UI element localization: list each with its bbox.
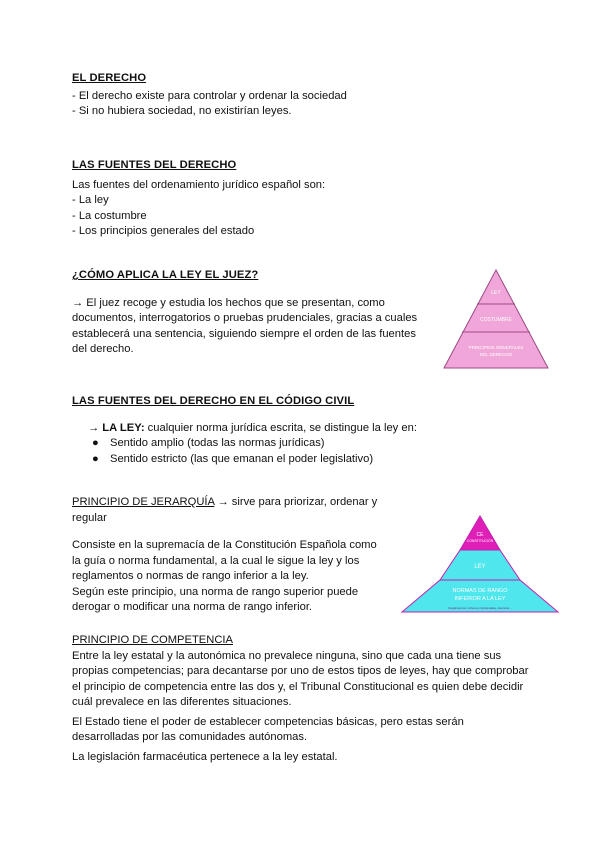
text-line: cuál prevalece en las diferentes situaciones. [72,696,292,708]
text-line: - Si no hubiera sociedad, no existirían leyes. [72,105,292,117]
text-line: Según este principio, una norma de rango superior puede [72,585,359,598]
pyramid-level-derecho: DEL DERECHO [479,352,513,357]
heading-jerarquia [72,495,382,511]
sources-pyramid-diagram [440,268,552,372]
pyramid-level-normas: NORMAS DE RANGO [452,588,508,594]
pyramid-level-ley: LEY [474,564,486,570]
text-line: El Estado tiene el poder de establecer competencias básicas, pero estas serán [72,715,464,728]
la-ley-text: cualquier norma jurídica escrita, se distingue la ley en: [144,421,417,434]
text-line: la guía o norma fundamental, a la cual le sigue la ley y los [72,554,360,567]
jerarquia-title: PRINCIPIO DE JERARQUÍA [72,496,215,508]
pyramid-level-constitucion: CONSTITUCIÓN [466,539,494,543]
heading-codigo-civil: LAS FUENTES DEL DERECHO EN EL CÓDIGO CIVIL [72,395,355,407]
heading-el-derecho: EL DERECHO [72,72,147,84]
pyramid-level-ley: LEY [491,290,501,296]
la-ley-label: → LA LEY: [88,421,145,434]
section-el-derecho [72,71,542,120]
bullet-text: Sentido estricto (las que emanan el poder legislativo) [110,452,374,465]
section-competencia [72,633,532,765]
pyramid-level-principios: PRINCIPIOS GENERALES [468,345,524,350]
text-line: reglamentos o normas de rango inferior a la ley. [72,570,309,582]
heading-fuentes-del-derecho: LAS FUENTES DEL DERECHO [72,159,237,171]
text-line: el principio de competencia entre las dos y, el Tribunal Constitucional es quien debe decidir [72,680,524,693]
text-line: - El derecho existe para controlar y ordenar la sociedad [72,89,347,102]
section-juez [72,268,418,358]
la-ley-definition [72,421,542,437]
section-jerarquia [72,495,382,616]
pyramid-level-inferior: INFERIOR A LA LEY [454,596,506,602]
intro-text: Las fuentes del ordenamiento jurídico español son: [72,178,326,191]
hierarchy-pyramid-diagram [390,514,570,616]
text-line: Consiste en la supremacía de la Constitución Española como [72,539,377,551]
bullet-text: Sentido amplio (todas las normas jurídicas) [110,437,325,449]
text-line: propias competencias; para decantarse por uno de estos tipos de leyes, hay que comprobar [72,665,529,677]
text-line: Entre la ley estatal y la autonómica no prevalece ninguna, sino que cada una tiene sus [72,649,502,662]
text-line: documentos, interrogatorios o pruebas prudenciales, gracias a cuales [72,312,418,324]
heading-como-aplica-ley: ¿CÓMO APLICA LA LEY EL JUEZ? [72,269,259,281]
jerarquia-title-rest2: regular [72,511,107,524]
text-line: derogar o modificar una norma de rango inferior. [72,601,313,613]
text-line: establecerá una sentencia, siguiendo siempre el orden de las fuentes [72,327,416,340]
list-item: - Los principios generales del estado [72,225,255,237]
section-codigo-civil [72,394,542,467]
text-line: desarrolladas por las comunidades autónomas. [72,731,308,743]
text-line: del derecho. [72,343,134,355]
list-item: ● Sentido estricto (las que emanan el poder legislativo) [92,452,374,465]
list-item: - La ley [72,194,109,206]
jerarquia-title-rest: → sirve para priorizar, ordenar y [214,496,378,508]
pyramid-level-ce: CE [476,532,484,538]
list-item: ● Sentido amplio (todas las normas jurídicas) [92,437,325,449]
section-fuentes [72,158,542,240]
text-line: La legislación farmacéutica pertenece a la ley estatal. [72,750,338,763]
pyramid-level-costumbre: COSTUMBRE [480,317,512,323]
pyramid-footnote: Reglamentos: órdenes ministeriales, decretos... [448,606,512,610]
list-item: - La costumbre [72,209,147,222]
text-line: → El juez recoge y estudia los hechos que se presentan, como [72,296,385,309]
heading-competencia: PRINCIPIO DE COMPETENCIA [72,634,233,646]
